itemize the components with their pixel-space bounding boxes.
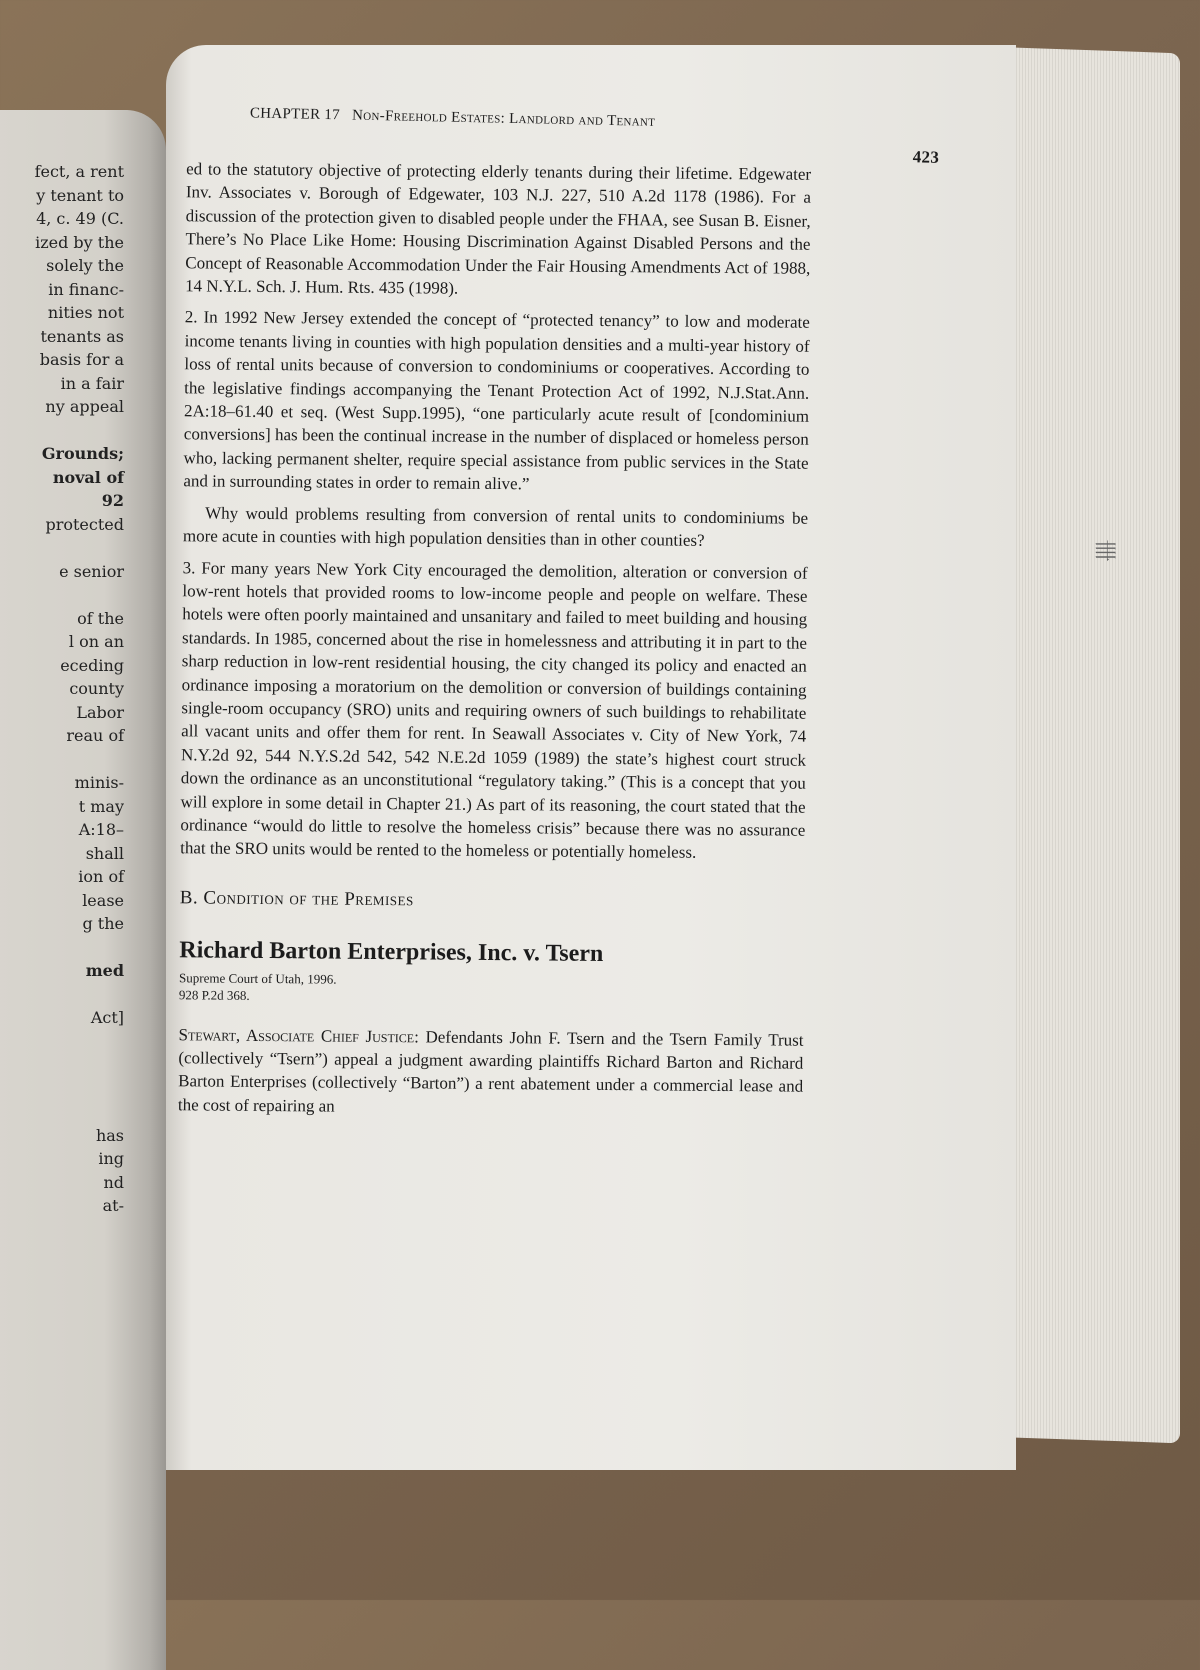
left-page-line: 92 <box>101 491 124 510</box>
left-page-line: ized by the <box>35 232 124 252</box>
left-page-line <box>0 748 124 772</box>
note-continuation: ed to the statutory objective of protecting elderly tenants during their lifetime. Edgewater Inv. Associates v. Borough of Edgewater, 103 N.J. 227, 510 A.2d 1178 (1986). For a discussion of the protection given to disabled people under the FHAA, see Susan B. Eisner, There’s No Place Like Home: Housing Discrimination Against Disabled Persons and the Concept of Reasonable Accommodation Under the Fair Housing Amendments Act of 1988, 14 N.Y.L. Sch. J. Hum. Rts. 435 (1998). <box>185 159 812 298</box>
left-page-line: Grounds; <box>41 444 124 463</box>
left-page-line: protected <box>45 514 124 534</box>
left-page-line: l on an <box>68 632 124 651</box>
page-edge-mark: 卌 <box>1092 539 1118 562</box>
left-page-line <box>0 983 124 1007</box>
chapter-label: CHAPTER 17 <box>249 105 341 124</box>
left-page-line: in financ- <box>48 279 124 299</box>
left-page-line <box>0 419 124 443</box>
chapter-title: Non-Freehold Estates: Landlord and Tenant <box>351 107 656 130</box>
left-page-line <box>0 1077 124 1101</box>
left-page-line: ion of <box>78 867 124 886</box>
left-page-line <box>0 1053 124 1077</box>
left-page-line: at- <box>102 1196 124 1215</box>
section-heading: B. Condition of the Premises <box>179 887 414 911</box>
note-2-question: Why would problems resulting from conversion of rental units to condominiums be more acute in counties with high population densities than in other counties? <box>182 503 809 550</box>
left-page-line: ing <box>98 1149 124 1168</box>
opinion-author: Stewart, Associate Chief Justice: <box>178 1024 419 1046</box>
left-page-line <box>0 936 124 960</box>
left-page-line <box>0 1100 124 1124</box>
left-page-text <box>0 160 124 1218</box>
left-page-line <box>0 583 124 607</box>
left-page-line: eceding <box>60 655 124 675</box>
case-title: Richard Barton Enterprises, Inc. v. Tsern <box>179 937 604 968</box>
left-page-line: tenants as <box>40 326 124 346</box>
left-page-line: noval of <box>52 467 124 487</box>
page-edges <box>990 47 1180 1444</box>
left-page-line: minis- <box>74 773 124 792</box>
opinion-body: Defendants John F. Tsern and the Tsern Family Trust (collectively “Tsern”) appeal a judgment awarding plaintiffs Richard Barton and Richard Barton Enterprises (collectively “Barton”) a rent abatement under a commercial lease and the cost of repairing an <box>177 1026 804 1116</box>
opinion-text <box>178 1023 804 1122</box>
left-page-line: Act] <box>90 1008 124 1027</box>
left-page-line: t may <box>78 796 124 816</box>
case-citation <box>179 969 804 1008</box>
left-page-line: has <box>95 1125 124 1145</box>
left-page-line <box>0 1030 124 1054</box>
note-2: 2. In 1992 New Jersey extended the concept of “protected tenancy” to low and moderate income tenants living in counties with high population densities and a multi-year history of loss of rental units because of conversion to condominiums or cooperatives. According to the legislative findings accompanying the Tenant Protection Act of 1992, N.J.Stat.Ann. 2A:18–61.40 et seq. (West Supp.1995), “one particularly acute result of [condominium conversions] has been the continual increase in the number of displaced or homeless person who, lacking permanent shelter, require special assistance from public services in the State and in surrounding states in order to remain alive.” <box>183 307 810 494</box>
left-page-line: fect, a rent <box>34 162 124 181</box>
note-3: 3. For many years New York City encouraged the demolition, alteration or conversion of low-rent hotels that provided rooms to low-income people and people on welfare. These hotels were often poorly maintained and unsanitary and failed to meet building and housing standards. In 1985, concerned about the rise in homelessness and attributing it in part to the sharp reduction in low-rent residential housing, the city changed its policy and enacted an ordinance imposing a moratorium on the demolition or conversion of buildings containing single-room occupancy (SRO) units and requiring owners of such buildings to rehabilitate all vacant units and offer them for rent. In Seawall Associates v. City of New York, 74 N.Y.2d 92, 544 N.Y.S.2d 542, 542 N.E.2d 1059 (1989) the state’s highest court struck down the ordinance as an unconstitutional “regulatory taking.” (This is a concept that you will explore in some detail in Chapter 21.) As part of its reasoning, the court stated that the ordinance “would do little to resolve the homeless crisis” because there was no assurance that the SRO units would be rented to the homeless or potentially homeless. <box>180 557 808 863</box>
left-page-line: med <box>85 961 124 980</box>
left-page-line: of the <box>77 608 124 628</box>
left-page-line: A:18– <box>78 820 124 839</box>
page-number: 423 <box>912 147 940 167</box>
left-page-line: Labor <box>76 702 124 722</box>
reporter-citation: 928 P.2d 368. <box>178 986 250 1003</box>
left-page-line: lease <box>82 890 124 910</box>
left-page-line: y tenant to <box>36 185 124 205</box>
left-page-line: 4, c. 49 (C. <box>36 209 124 228</box>
left-page-line: shall <box>85 843 124 863</box>
left-page-line: nd <box>103 1172 124 1192</box>
left-page-line: e senior <box>59 561 124 581</box>
left-page-line: county <box>69 679 124 698</box>
left-page-line: ny appeal <box>45 397 124 416</box>
left-page-line: g the <box>82 914 124 933</box>
left-page-line: solely the <box>46 256 124 275</box>
left-page-line <box>0 536 124 560</box>
left-page-line: nities not <box>47 303 124 322</box>
court-name: Supreme Court of Utah, 1996. <box>179 969 337 987</box>
text-column <box>178 157 811 1130</box>
left-page <box>0 110 166 1670</box>
left-page-line: in a fair <box>60 373 124 393</box>
left-page-line: reau of <box>66 726 124 745</box>
left-page-line: basis for a <box>39 350 124 369</box>
